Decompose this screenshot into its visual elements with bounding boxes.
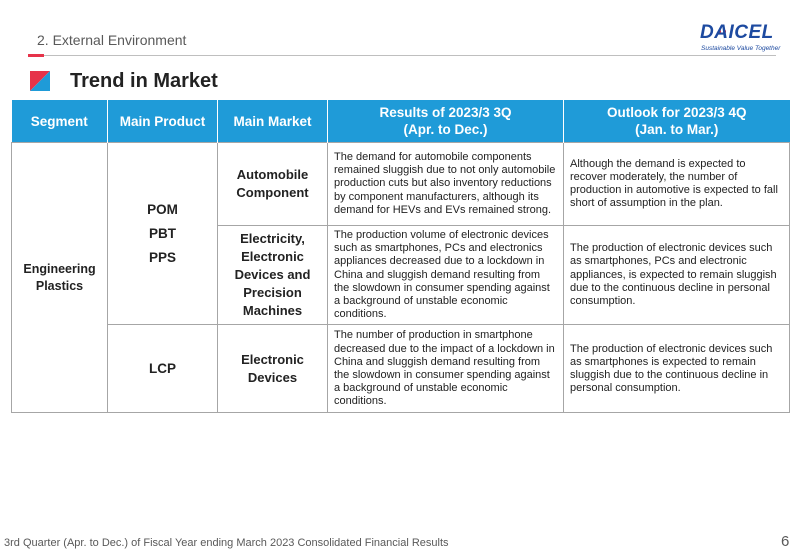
header-segment: Segment [12, 100, 108, 143]
market-cell [218, 226, 328, 325]
market-line: Devices [247, 369, 298, 385]
segment-cell [12, 143, 108, 413]
segment-line: Plastics [35, 278, 84, 293]
logo-word: DAICEL [700, 22, 774, 43]
product-name: LCP [149, 360, 176, 376]
footer-note: 3rd Quarter (Apr. to Dec.) of Fiscal Year ending March 2023 Consolidated Financial Results [4, 537, 449, 549]
header-rule [28, 55, 776, 56]
segment-line: Engineering [23, 261, 96, 276]
market-line: Machines [242, 303, 303, 319]
product-name: POM [147, 201, 178, 217]
outlook-cell: Although the demand is expected to recover moderately, the number of production in automotive is expected to fall short of assumption in the plan. [564, 143, 790, 226]
market-line: Electricity, [240, 231, 305, 247]
header-results-line1: Results of 2023/3 3Q [379, 105, 512, 120]
results-cell: The demand for automobile components remained sluggish due to not only automobile production cuts but also inventory reductions by component manufacturers, although its demand for HEVs and EVs remained strong. [328, 143, 564, 226]
header-main-product: Main Product [108, 100, 218, 143]
table-row [12, 325, 790, 413]
header-outlook-line2: (Jan. to Mar.) [635, 122, 719, 137]
header-outlook-line1: Outlook for 2023/3 4Q [606, 105, 747, 120]
table-header-row [12, 100, 790, 143]
page-title: Trend in Market [70, 70, 218, 92]
outlook-cell: The production of electronic devices such as smartphones is expected to remain sluggish due to the continuous decline in personal consumption. [564, 325, 790, 413]
results-cell: The production volume of electronic devices such as smartphones, PCs and electronics appliances decreased due to a lockdown in China and sluggish demand resulting from the slowdown in consumer spending against a background of unstable economic conditions. [328, 226, 564, 325]
product-name: PBT [149, 225, 176, 241]
market-line: Component [236, 185, 309, 200]
market-line: Electronic [241, 351, 304, 367]
logo-tagline: Sustainable Value Together [701, 45, 781, 52]
market-trend-table [11, 100, 790, 413]
page-number: 6 [781, 533, 790, 550]
header-results [328, 100, 564, 143]
market-line: Automobile [236, 167, 309, 182]
table-row [12, 143, 790, 226]
product-cell-group2 [108, 325, 218, 413]
header-main-market: Main Market [218, 100, 328, 143]
market-line: Electronic [241, 249, 304, 265]
title-mark-icon [30, 71, 50, 91]
product-cell-group1 [108, 143, 218, 325]
header-rule-accent [28, 54, 44, 57]
header-outlook [564, 100, 790, 143]
daicel-logo [700, 20, 782, 54]
outlook-cell: The production of electronic devices such as smartphones, PCs and electronic appliances, is expected to remain sluggish due to the continuous decline in personal consumption. [564, 226, 790, 325]
header-results-line2: (Apr. to Dec.) [403, 122, 488, 137]
market-line: Precision [243, 285, 302, 301]
results-cell: The number of production in smartphone decreased due to the impact of a lockdown in China and sluggish demand resulting from the slowdown in consumer spending against a background of unstable economic conditions. [328, 325, 564, 413]
market-line: Devices and [234, 267, 311, 283]
market-cell [218, 325, 328, 413]
product-name: PPS [148, 249, 176, 265]
section-label: 2. External Environment [37, 32, 187, 48]
market-cell [218, 143, 328, 226]
